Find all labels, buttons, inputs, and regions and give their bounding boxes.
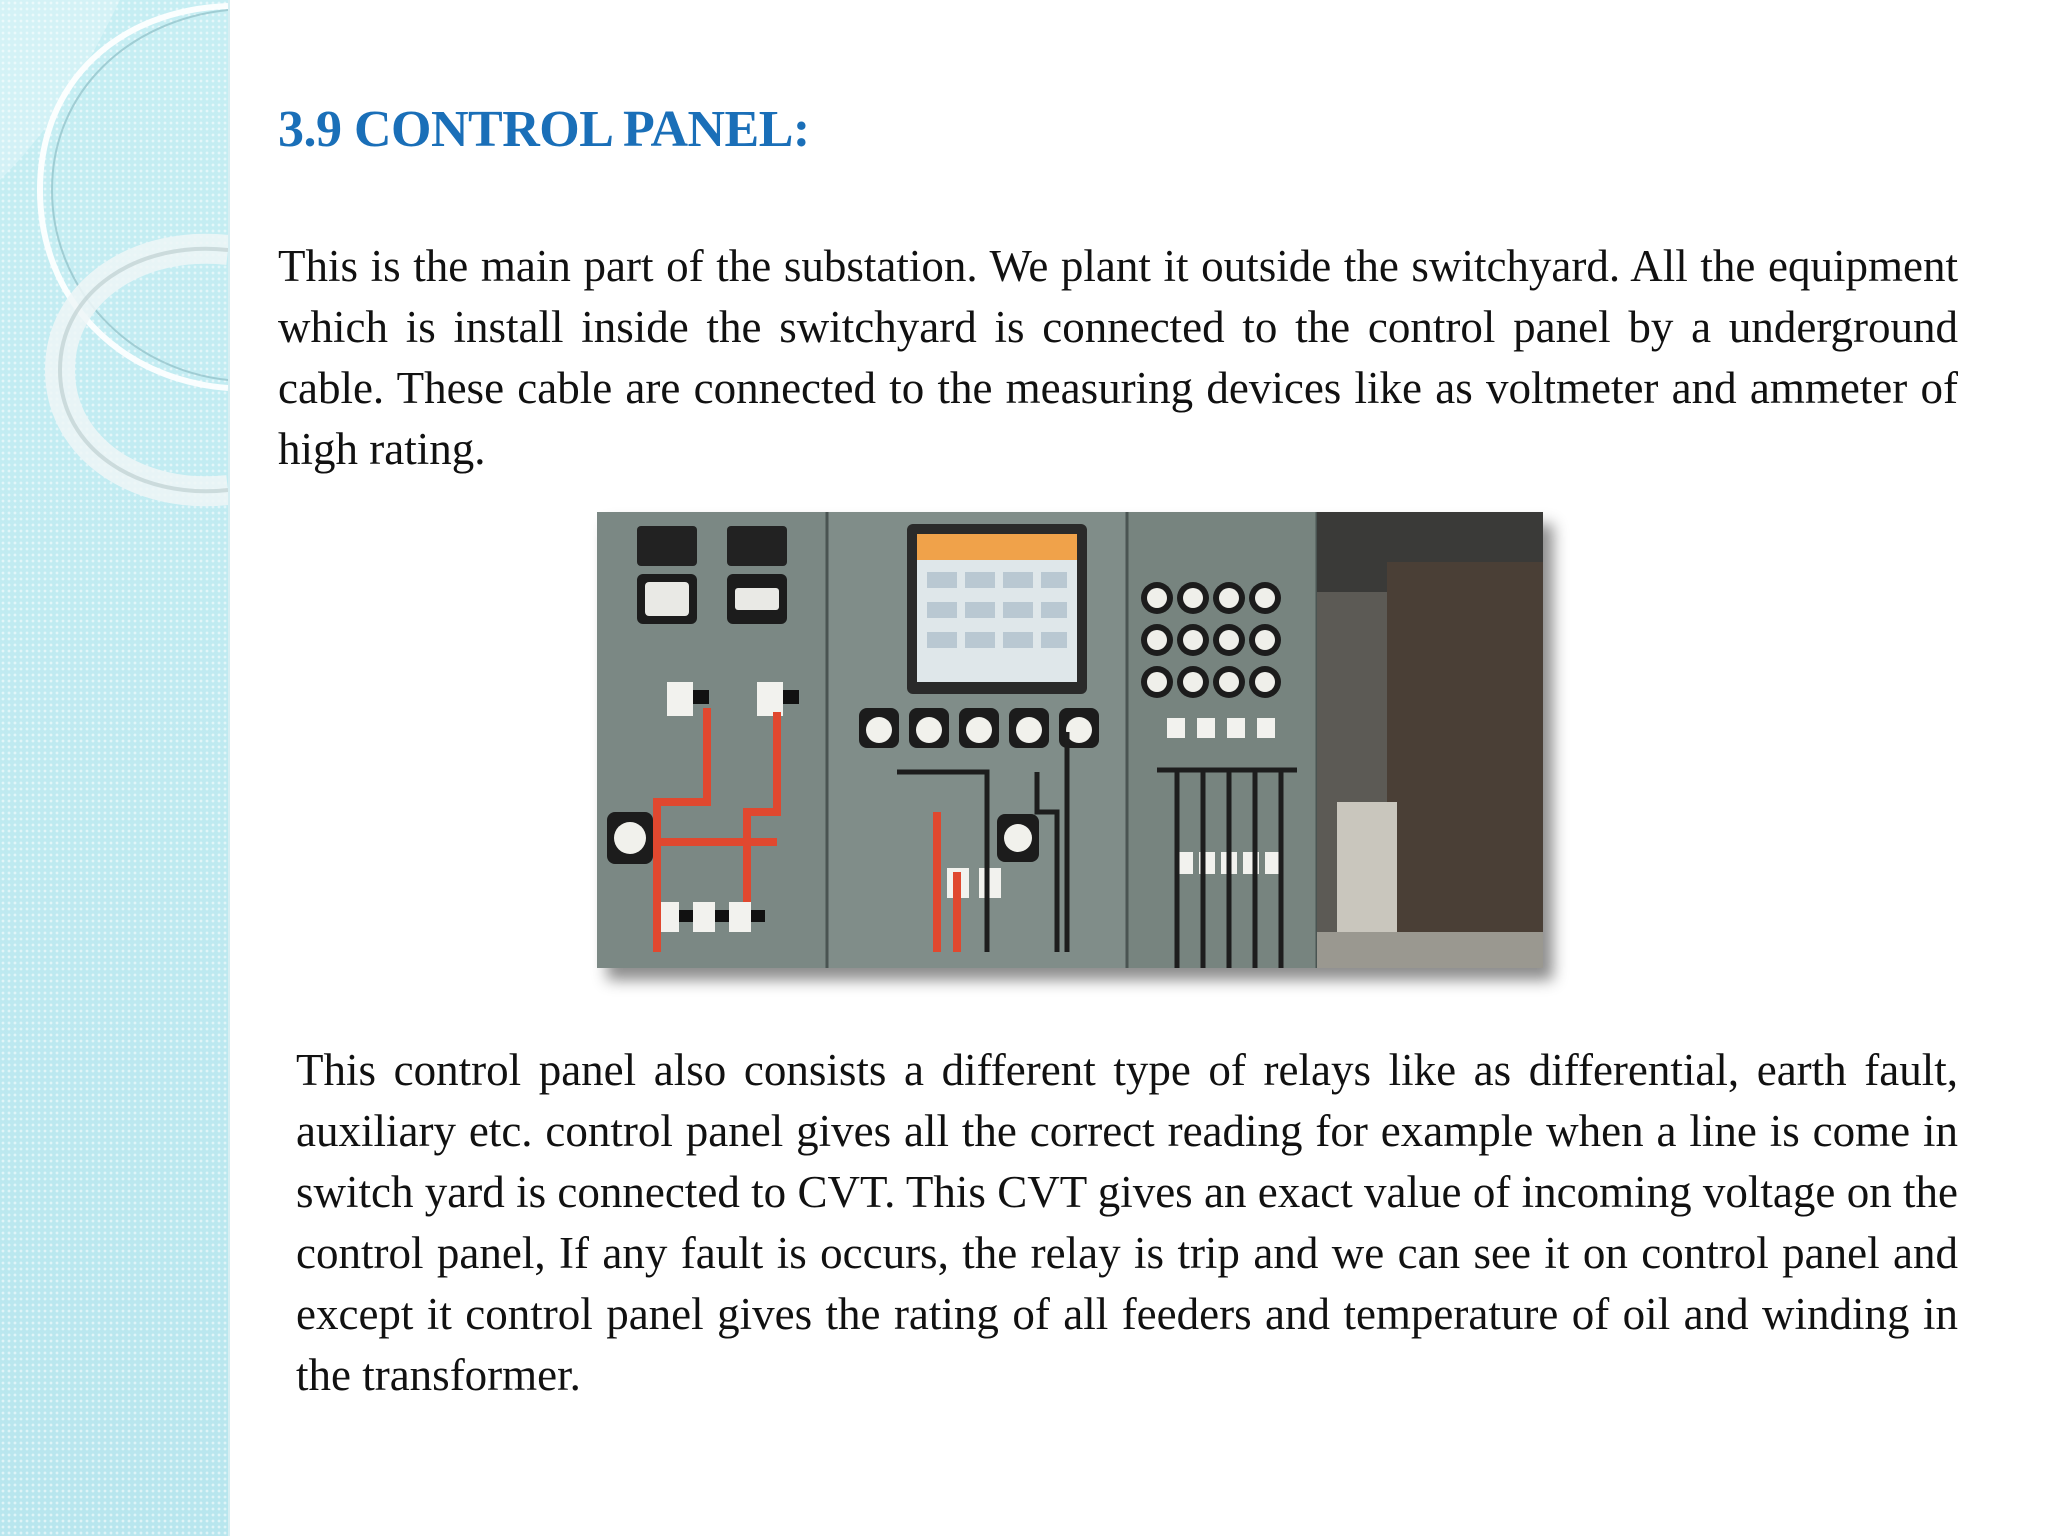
control-panel-illustration (597, 512, 1543, 968)
slide-title: 3.9 CONTROL PANEL: (278, 101, 810, 158)
decorative-rings (0, 0, 228, 1536)
control-panel-photo (597, 512, 1543, 968)
decorative-sidebar (0, 0, 230, 1536)
intro-paragraph: This is the main part of the substation. We plant it outside the switchyard. All the equipment which is install inside the switchyard is connected to the control panel by a underground cable. These cable are connected to the measuring devices like as voltmeter and ammeter of high rating. (278, 241, 1958, 474)
relays-paragraph: This control panel also consists a different type of relays like as differential, earth fault, auxiliary etc. control panel gives all the correct reading for example when a line is come in switch yard is connected to CVT. This CVT gives an exact value of incoming voltage on the control panel, If any fault is occurs, the relay is trip and we can see it on control panel and except it control panel gives the rating of all feeders and temperature of oil and winding in the transformer. (296, 1045, 1958, 1400)
